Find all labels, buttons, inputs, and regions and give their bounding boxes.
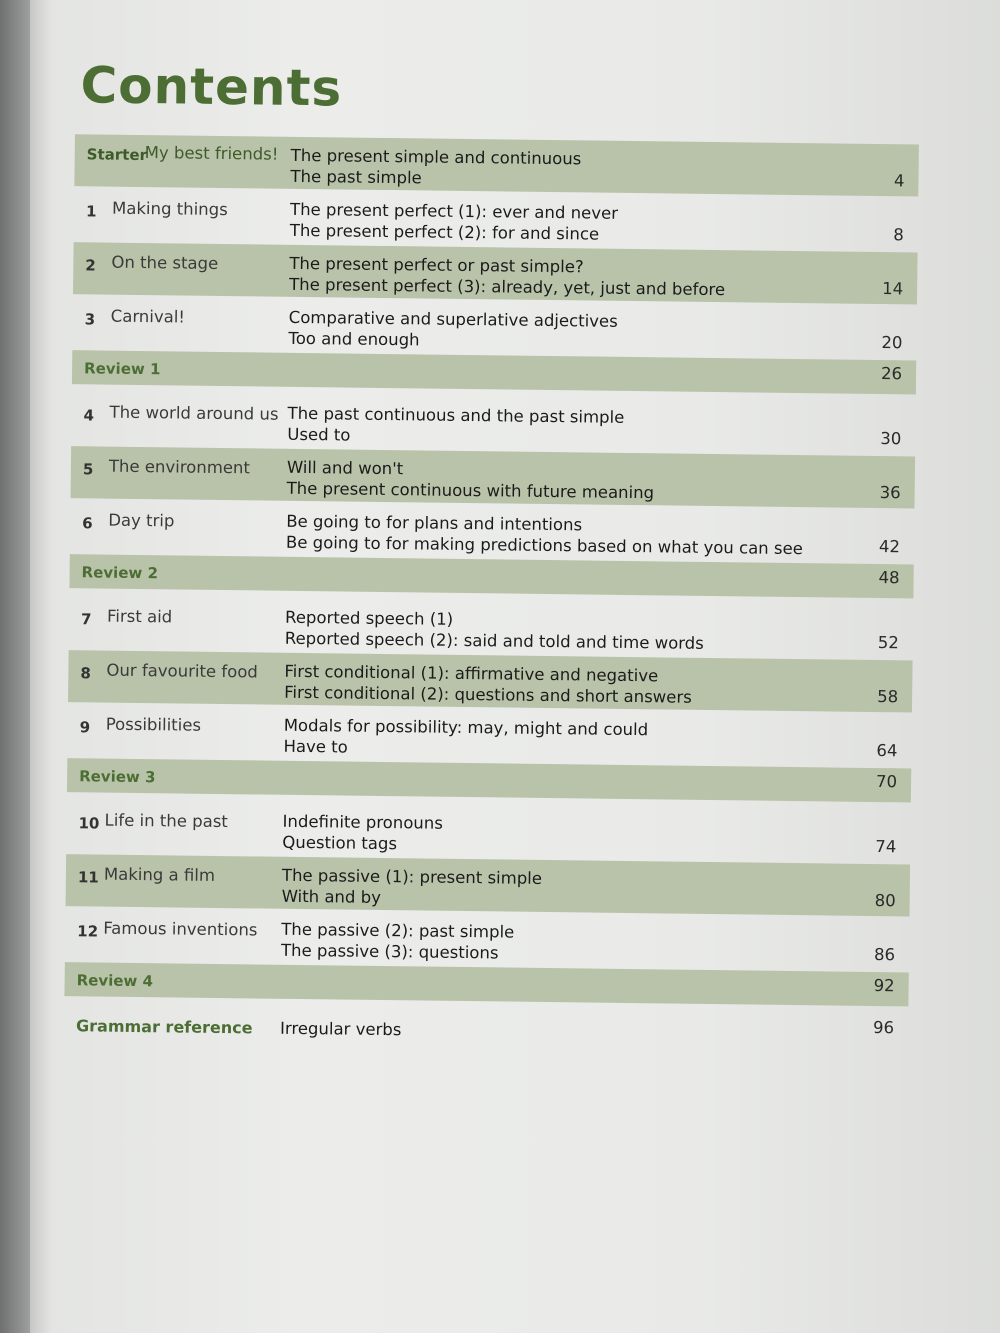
page-number: 92 bbox=[873, 976, 895, 996]
grammar-topics bbox=[281, 919, 514, 964]
grammar-reference-label: Grammar reference bbox=[75, 1016, 253, 1038]
grammar-line: With and by bbox=[281, 886, 382, 907]
contents-table bbox=[64, 134, 919, 1054]
page-number: 4 bbox=[893, 171, 905, 191]
grammar-topics bbox=[284, 661, 692, 708]
unit-title: The world around us bbox=[109, 402, 279, 424]
unit-number: 1 bbox=[85, 202, 97, 221]
toc-row-unit-1 bbox=[74, 188, 919, 250]
grammar-line: Too and enough bbox=[288, 328, 420, 350]
grammar-line: Modals for possibility: may, might and could bbox=[283, 715, 649, 740]
grammar-line: First conditional (1): affirmative and negative bbox=[284, 661, 659, 686]
unit-number: 12 bbox=[77, 922, 99, 941]
grammar-line: Reported speech (2): said and told and time words bbox=[284, 628, 704, 653]
unit-number: 6 bbox=[82, 514, 93, 533]
grammar-topics bbox=[283, 715, 648, 761]
toc-row-unit-5 bbox=[71, 446, 916, 508]
toc-row-unit-7 bbox=[69, 596, 914, 658]
page-number: 64 bbox=[876, 741, 898, 761]
toc-row-unit-10 bbox=[66, 800, 911, 862]
grammar-line: The passive (2): past simple bbox=[281, 919, 515, 942]
grammar-line: The present perfect (2): for and since bbox=[289, 220, 600, 244]
grammar-line: Comparative and superlative adjectives bbox=[288, 307, 618, 331]
unit-number: 2 bbox=[85, 256, 96, 275]
grammar-topics bbox=[282, 865, 543, 910]
unit-number: 5 bbox=[82, 460, 94, 479]
toc-row-unit-9 bbox=[67, 704, 912, 766]
page-number: 26 bbox=[880, 364, 903, 384]
toc-row-unit-11 bbox=[66, 854, 911, 916]
page-number: 48 bbox=[878, 568, 900, 588]
page-number: 52 bbox=[877, 633, 899, 653]
grammar-topics bbox=[287, 403, 624, 449]
grammar-line: The present perfect (1): ever and never bbox=[289, 199, 619, 223]
grammar-topics bbox=[289, 253, 725, 300]
unit-title: On the stage bbox=[111, 252, 219, 273]
grammar-line: Used to bbox=[287, 424, 351, 445]
grammar-line: Will and won't bbox=[286, 457, 404, 479]
grammar-line: The passive (3): questions bbox=[280, 940, 499, 963]
grammar-line: Indefinite pronouns bbox=[282, 811, 444, 833]
toc-row-starter bbox=[74, 134, 919, 196]
grammar-line: The present simple and continuous bbox=[290, 145, 582, 169]
grammar-line: First conditional (2): questions and short answers bbox=[284, 682, 692, 707]
unit-title: First aid bbox=[106, 606, 173, 627]
unit-title: Possibilities bbox=[105, 714, 202, 735]
unit-title: Day trip bbox=[108, 510, 175, 531]
page-number: 20 bbox=[881, 333, 903, 353]
unit-number: 9 bbox=[79, 718, 91, 737]
unit-title: Making a film bbox=[103, 864, 216, 885]
toc-row-unit-3 bbox=[72, 296, 917, 358]
review-label: Review 3 bbox=[79, 767, 156, 787]
grammar-line: Be going to for making predictions based on what you can see bbox=[285, 532, 803, 559]
unit-title: Famous inventions bbox=[103, 918, 258, 940]
grammar-line: Reported speech (1) bbox=[284, 607, 454, 629]
grammar-line: Be going to for plans and intentions bbox=[286, 511, 583, 535]
grammar-topics bbox=[287, 457, 655, 503]
starter-tag: Starter bbox=[86, 145, 148, 165]
page-number: 14 bbox=[882, 279, 904, 299]
grammar-line: The present perfect (3): already, yet, just and before bbox=[289, 274, 726, 300]
unit-number: 10 bbox=[78, 814, 100, 833]
toc-row-unit-2 bbox=[73, 242, 918, 304]
unit-title: Life in the past bbox=[104, 810, 228, 832]
grammar-line: Have to bbox=[283, 736, 348, 757]
review-label: Review 4 bbox=[76, 971, 154, 991]
toc-row-unit-8 bbox=[68, 650, 913, 712]
grammar-topics bbox=[290, 145, 581, 191]
grammar-topics bbox=[288, 307, 618, 353]
page-number: 58 bbox=[877, 687, 899, 707]
grammar-line: Question tags bbox=[282, 832, 398, 854]
grammar-topics bbox=[282, 811, 443, 855]
grammar-line: The present continuous with future meaning bbox=[286, 478, 655, 503]
unit-title: Our favourite food bbox=[106, 660, 258, 682]
unit-number: 11 bbox=[77, 868, 99, 887]
unit-number: 4 bbox=[83, 406, 95, 425]
toc-row-unit-12 bbox=[65, 908, 910, 970]
grammar-line: The past simple bbox=[290, 166, 422, 188]
page-number: 36 bbox=[879, 483, 901, 503]
contents-page bbox=[47, 50, 960, 1111]
unit-title: Making things bbox=[111, 198, 228, 220]
unit-title: Carnival! bbox=[110, 306, 186, 327]
unit-title: The environment bbox=[108, 456, 251, 478]
page-number: 80 bbox=[874, 891, 896, 911]
grammar-topics bbox=[290, 199, 618, 245]
review-label: Review 2 bbox=[81, 563, 159, 583]
unit-number: 3 bbox=[84, 310, 96, 329]
grammar-reference-text: Irregular verbs bbox=[279, 1018, 402, 1040]
grammar-topics bbox=[286, 511, 803, 559]
page-title: Contents bbox=[80, 56, 343, 118]
grammar-topics bbox=[285, 607, 705, 654]
unit-title: My best friends! bbox=[144, 143, 279, 164]
unit-number: 8 bbox=[80, 664, 91, 683]
page-number: 42 bbox=[878, 537, 901, 557]
page-number: 74 bbox=[875, 837, 897, 857]
toc-row-unit-4 bbox=[71, 392, 916, 454]
grammar-line: The present perfect or past simple? bbox=[289, 253, 584, 277]
toc-row-grammar-reference bbox=[64, 1004, 908, 1054]
page-number: 8 bbox=[893, 225, 904, 245]
review-label: Review 1 bbox=[84, 359, 161, 379]
page-number: 70 bbox=[876, 772, 898, 792]
book-spine-shadow bbox=[0, 0, 30, 1333]
grammar-line: The passive (1): present simple bbox=[281, 865, 543, 888]
page-number: 30 bbox=[880, 429, 902, 449]
grammar-line: The past continuous and the past simple bbox=[287, 403, 625, 427]
page-number: 96 bbox=[873, 1018, 895, 1038]
toc-row-unit-6 bbox=[70, 500, 915, 562]
page-number: 86 bbox=[873, 945, 896, 965]
unit-number: 7 bbox=[80, 610, 92, 629]
